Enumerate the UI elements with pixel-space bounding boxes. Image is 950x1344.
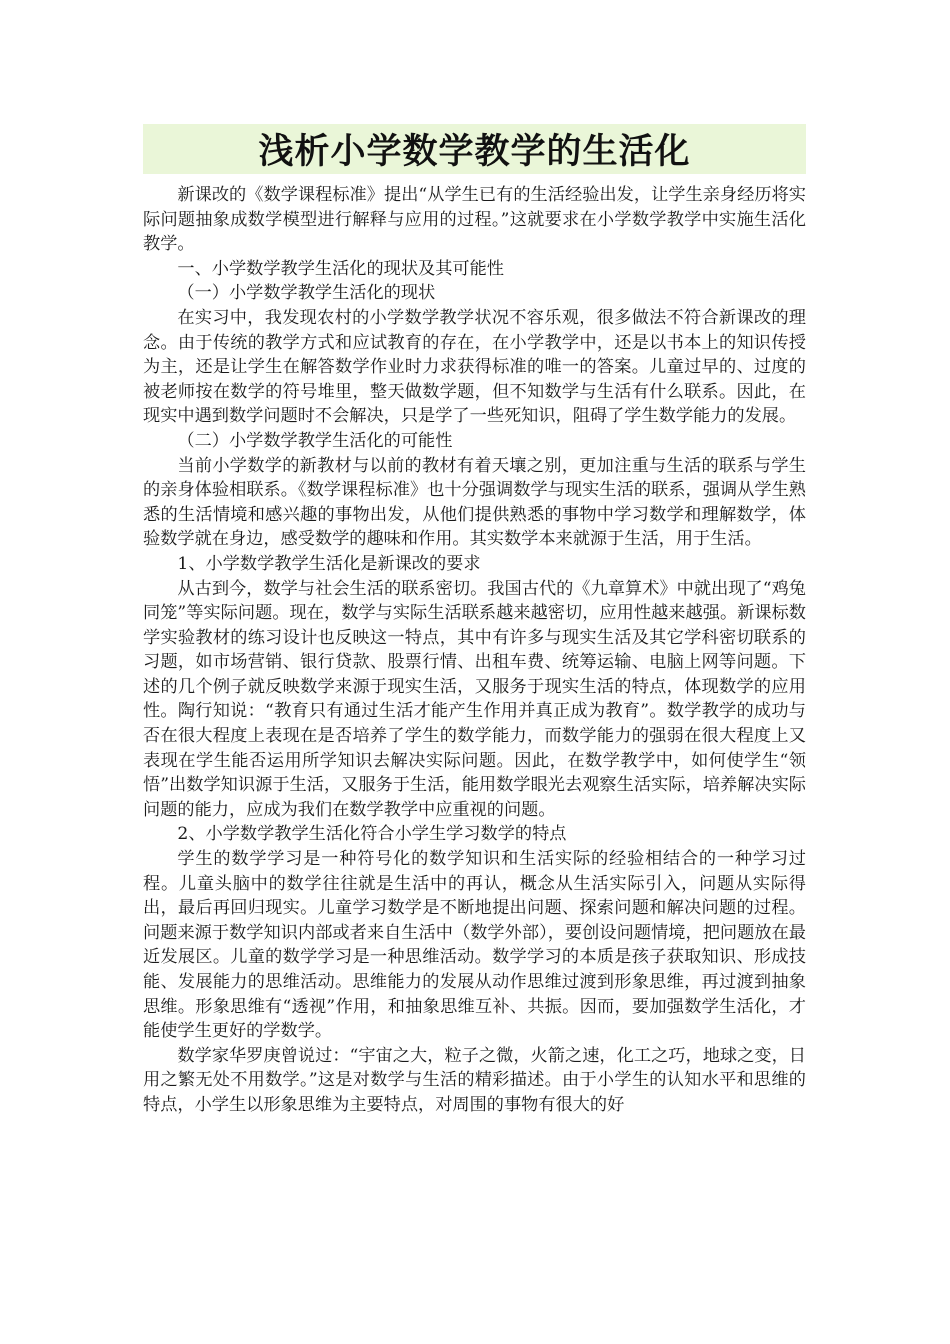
subsection-heading-1: （一）小学数学教学生活化的现状 — [177, 283, 436, 304]
title-banner — [143, 124, 806, 174]
paragraph-learning: 学生的数学学习是一种符号化的数学知识和生活实际的经验相结合的一种学习过程。儿童头脑中的数学往往就是生活中的再认，概念从生活实际引入，问题从实际得出，最后再回归现实。儿童学习数学是不断地提出问题、探索问题和解决问题的过程。问题来源于数学知识内部或者来自生活中（数学外部），要创设问题情境，把问题放在最近发展区。儿童的数学学习是一种思维活动。数学学习的本质是孩子获取知识、形成技能、发展能力的思维活动。思维能力的发展从动作思维过渡到形象思维，再过渡到抽象思维。形象思维有“透视”作用，和抽象思维互补、共振。因而，要加强数学生活化，才能使学生更好的学数学。 — [143, 849, 806, 1042]
paragraph-curriculum: 从古到今，数学与社会生活的联系密切。我国古代的《九章算术》中就出现了“鸡兔同笼”等实际问题。现在，数学与实际生活联系越来越密切，应用性越来越强。新课标数学实验教材的练习设计也反映这一特点，其中有许多与现实生活及其它学科密切联系的习题，如市场营销、银行贷款、股票行情、出租车费、统筹运输、电脑上网等问题。下述的几个例子就反映数学来源于现实生活，又服务于现实生活的特点，体现数学的应用性。陶行知说：“教育只有通过生活才能产生作用并真正成为教育”。数学教学的成功与否在很大程度上表现在是否培养了学生的数学能力，而数学能力的强弱在很大程度上又表现在学生能否运用所学知识去解决实际问题。因此，在数学教学中，如何使学生“领悟”出数学知识源于生活，又服务于生活，能用数学眼光去观察生活实际，培养解决实际问题的能力，应成为我们在数学教学中应重视的问题。 — [143, 578, 806, 820]
point-heading-1: 1、小学数学教学生活化是新课改的要求 — [177, 553, 481, 574]
document-body — [143, 183, 806, 1118]
paragraph-possibility: 当前小学数学的新教材与以前的教材有着天壤之别，更加注重与生活的联系与学生的亲身体验相联系。《数学课程标准》也十分强调数学与现实生活的联系，强调从学生熟悉的生活情境和感兴趣的事物出发，从他们提供熟悉的事物中学习数学和理解数学，体验数学就在身边，感受数学的趣味和作用。其实数学本来就源于生活，用于生活。 — [143, 455, 806, 550]
subsection-heading-2: （二）小学数学教学生活化的可能性 — [177, 430, 453, 451]
paragraph-intro: 新课改的《数学课程标准》提出“从学生已有的生活经验出发，让学生亲身经历将实际问题抽象成数学模型进行解释与应用的过程。”这就要求在小学数学教学中实施生活化教学。 — [143, 185, 806, 255]
paragraph-status: 在实习中，我发现农村的小学数学教学状况不容乐观，很多做法不符合新课改的理念。由于传统的教学方式和应试教育的存在，在小学教学中，还是以书本上的知识传授为主，还是让学生在解答数学作业时力求获得标准的唯一的答案。儿童过早的、过度的被老师按在数学的符号堆里，整天做数学题，但不知数学与生活有什么联系。因此，在现实中遇到数学问题时不会解决，只是学了一些死知识，阻碍了学生数学能力的发展。 — [143, 307, 806, 427]
paragraph-hua-luogeng: 数学家华罗庚曾说过：“宇宙之大，粒子之微，火箭之速，化工之巧，地球之变，日用之繁无处不用数学。”这是对数学与生活的精彩描述。由于小学生的认知水平和思维的特点，小学生以形象思维为主要特点，对周围的事物有很大的好 — [143, 1045, 806, 1115]
section-heading-1: 一、小学数学教学生活化的现状及其可能性 — [177, 258, 504, 279]
page-title: 浅析小学数学教学的生活化 — [258, 132, 691, 172]
point-heading-2: 2、小学数学教学生活化符合小学生学习数学的特点 — [177, 824, 567, 845]
